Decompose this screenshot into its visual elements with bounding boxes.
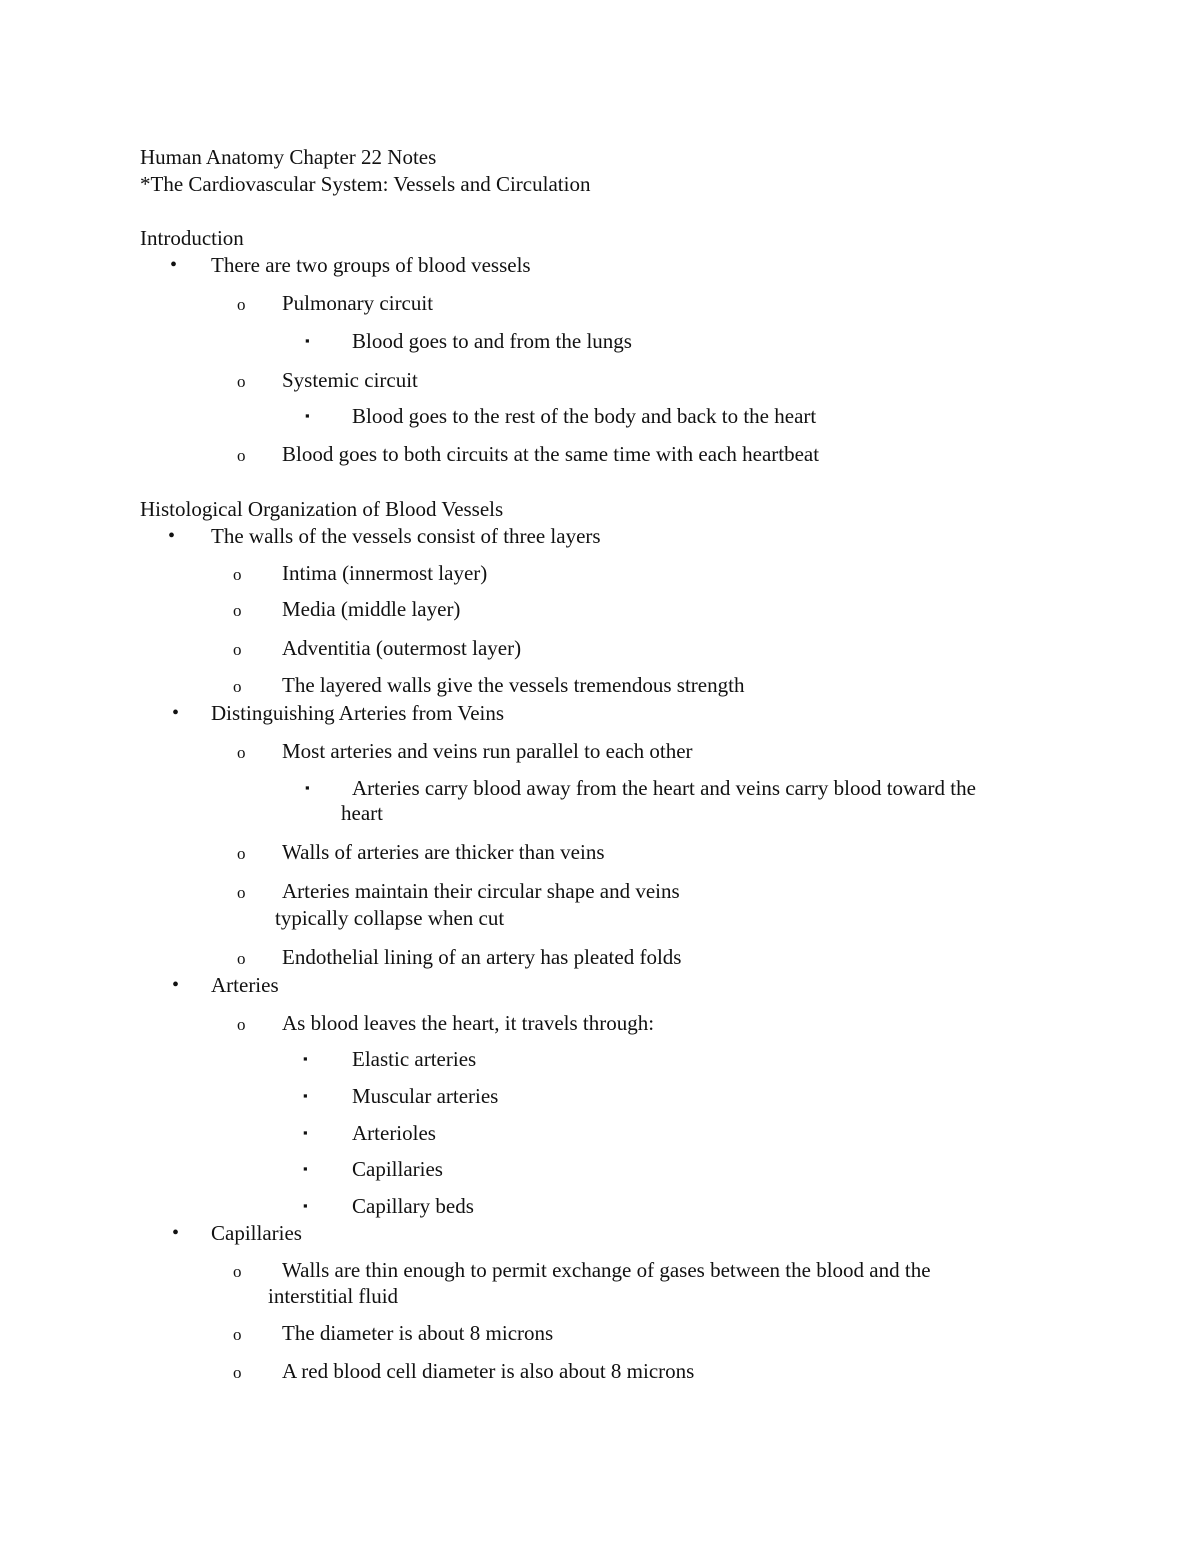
document-title: Human Anatomy Chapter 22 Notes	[140, 145, 437, 169]
list-item: Arterioles	[352, 1121, 436, 1145]
section-heading-introduction: Introduction	[140, 226, 244, 250]
list-item: Intima (innermost layer)	[282, 561, 488, 585]
bullet-icon: •	[168, 525, 176, 547]
list-item: Arteries carry blood away from the heart and veins carry blood toward the	[352, 776, 976, 800]
circle-bullet-icon: o	[233, 1363, 242, 1382]
list-item: Adventitia (outermost layer)	[282, 636, 522, 660]
square-bullet-icon: ▪	[305, 780, 310, 795]
bullet-icon: •	[172, 1222, 180, 1244]
square-bullet-icon: ▪	[303, 1088, 308, 1103]
circle-bullet-icon: o	[233, 677, 242, 696]
circle-bullet-icon: o	[237, 743, 246, 762]
circle-bullet-icon: o	[237, 883, 246, 902]
list-item: Systemic circuit	[282, 368, 418, 392]
list-item: Most arteries and veins run parallel to each other	[282, 739, 693, 763]
list-item: Blood goes to and from the lungs	[352, 329, 632, 353]
bullet-icon: •	[172, 702, 180, 724]
circle-bullet-icon: o	[233, 1325, 242, 1344]
circle-bullet-icon: o	[237, 1015, 246, 1034]
list-item: Distinguishing Arteries from Veins	[211, 701, 505, 725]
list-item: Capillaries	[352, 1157, 443, 1181]
circle-bullet-icon: o	[237, 446, 246, 465]
circle-bullet-icon: o	[233, 601, 242, 620]
bullet-icon: •	[170, 254, 178, 276]
square-bullet-icon: ▪	[305, 333, 310, 348]
square-bullet-icon: ▪	[303, 1051, 308, 1066]
list-item: Arteries maintain their circular shape and veins	[282, 879, 680, 903]
circle-bullet-icon: o	[237, 949, 246, 968]
list-item: There are two groups of blood vessels	[211, 253, 531, 277]
circle-bullet-icon: o	[233, 1262, 242, 1281]
list-item: Blood goes to the rest of the body and back to the heart	[352, 404, 817, 428]
list-item: Endothelial lining of an artery has pleated folds	[282, 945, 682, 969]
list-item: Capillary beds	[352, 1194, 474, 1218]
list-item-continuation: typically collapse when cut	[275, 906, 505, 930]
list-item: Arteries	[211, 973, 279, 997]
list-item: Walls are thin enough to permit exchange of gases between the blood and the	[282, 1258, 931, 1282]
list-item: Walls of arteries are thicker than veins	[282, 840, 605, 864]
square-bullet-icon: ▪	[303, 1161, 308, 1176]
circle-bullet-icon: o	[237, 844, 246, 863]
list-item: Elastic arteries	[352, 1047, 477, 1071]
list-item: Pulmonary circuit	[282, 291, 434, 315]
section-heading-histology: Histological Organization of Blood Vessels	[140, 497, 504, 521]
square-bullet-icon: ▪	[305, 408, 310, 423]
list-item: As blood leaves the heart, it travels through:	[282, 1011, 655, 1035]
list-item-continuation: heart	[341, 801, 383, 825]
list-item: The walls of the vessels consist of three layers	[211, 524, 601, 548]
list-item: Media (middle layer)	[282, 597, 461, 621]
circle-bullet-icon: o	[237, 372, 246, 391]
list-item: Capillaries	[211, 1221, 302, 1245]
circle-bullet-icon: o	[233, 565, 242, 584]
list-item: The diameter is about 8 microns	[282, 1321, 554, 1345]
document-subtitle: *The Cardiovascular System: Vessels and Circulation	[140, 172, 591, 196]
bullet-icon: •	[172, 974, 180, 996]
square-bullet-icon: ▪	[303, 1198, 308, 1213]
circle-bullet-icon: o	[233, 640, 242, 659]
list-item: A red blood cell diameter is also about 8 microns	[282, 1359, 695, 1383]
square-bullet-icon: ▪	[303, 1125, 308, 1140]
list-item-continuation: interstitial fluid	[268, 1284, 399, 1308]
list-item: Blood goes to both circuits at the same time with each heartbeat	[282, 442, 820, 466]
list-item: The layered walls give the vessels tremendous strength	[282, 673, 745, 697]
circle-bullet-icon: o	[237, 295, 246, 314]
list-item: Muscular arteries	[352, 1084, 499, 1108]
